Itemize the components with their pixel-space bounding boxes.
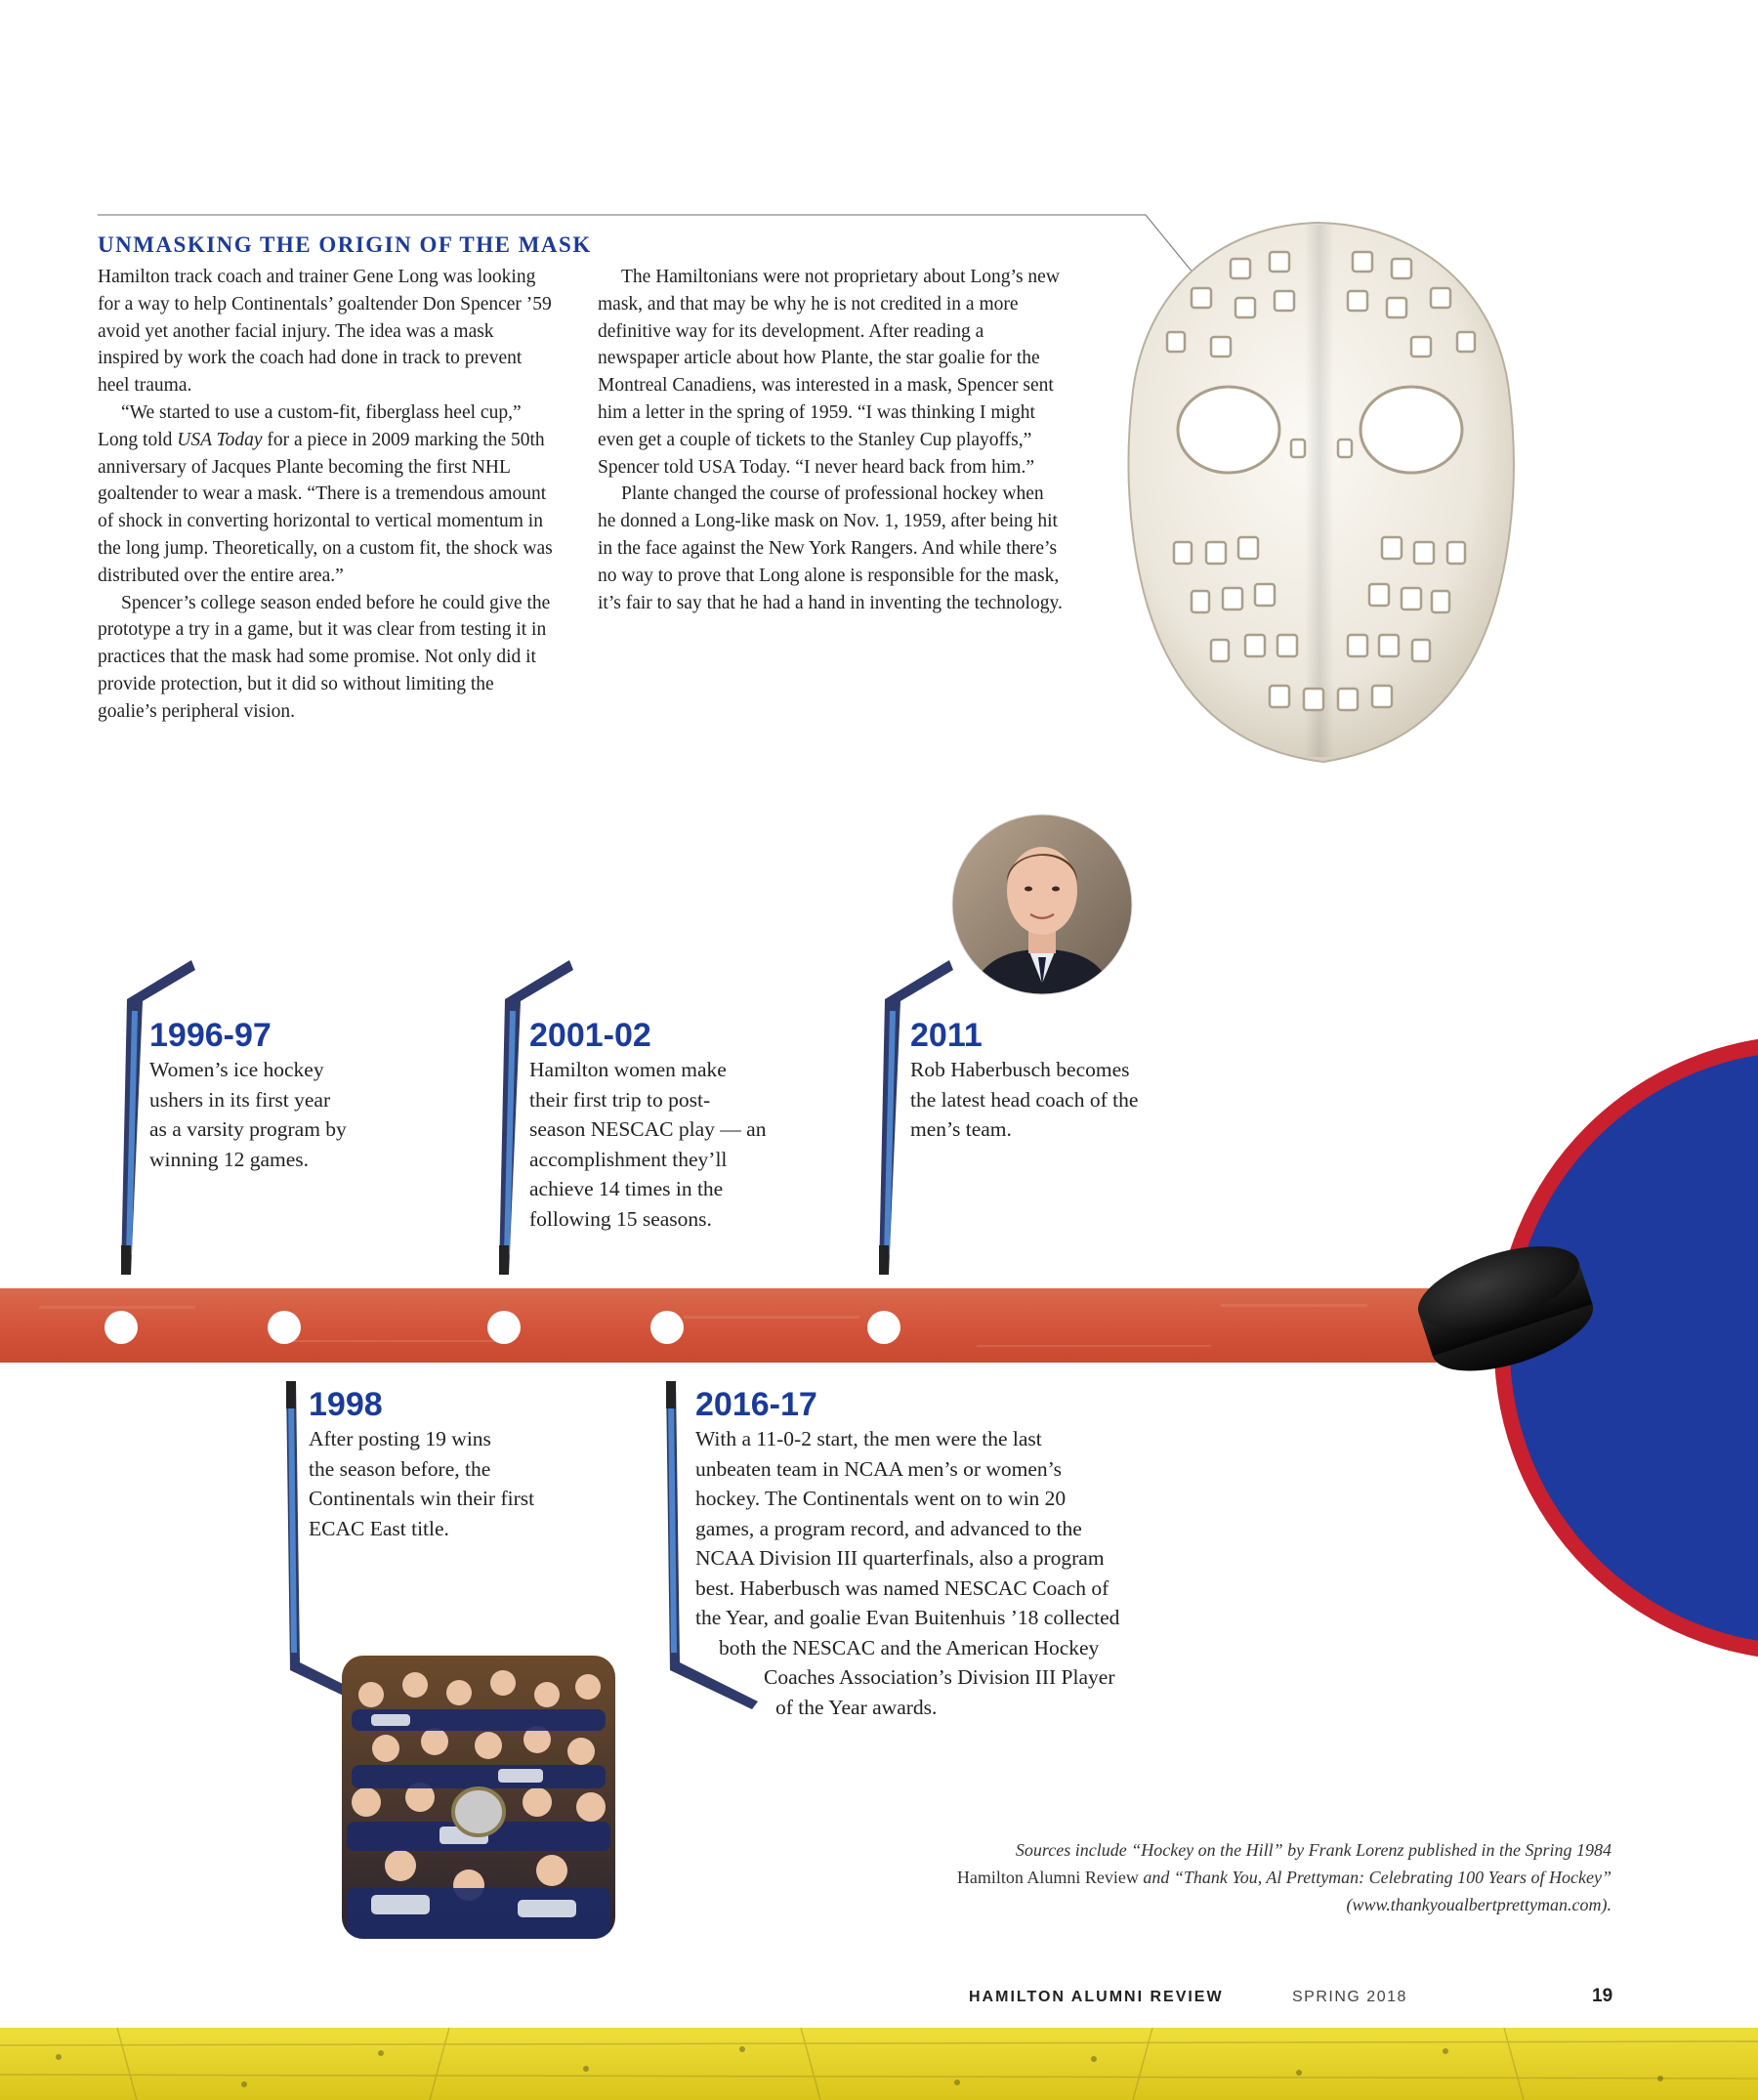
timeline-text: Rob Haberbusch becomes the latest head coach of the men’s team. [910,1058,1139,1141]
article-column-left [98,264,557,726]
timeline-dot [268,1311,301,1344]
timeline-year: 2016-17 [695,1386,817,1423]
timeline-entry [149,1016,442,1174]
timeline-dot [105,1311,138,1344]
sources-note: Sources include “Hockey on the Hill” by Frank Lorenz published in the Spring 1984 Hamilton Alumni Review and “Thank You, Al Prettyman: Celebrating 100 Years of Hockey” (www.thankyoualbertprettyman.com). [956,1840,1612,1914]
timeline-text: Women’s ice hockey ushers in its first year as a varsity program by winning 12 games. [149,1058,347,1171]
paragraph: Spencer’s college season ended before he could give the prototype a try in a game, but it was clear from testing it in practices that the mask had some promise. Not only did it provide protection, but it did so without limiting the goalie’s peripheral vision. [98,592,551,722]
paragraph: The Hamiltonians were not proprietary about Long’s new mask, and that may be why he is not credited in a more definitive way for its development. After reading a newspaper article about how Plante, the star goalie for the Montreal Canadiens, was interested in a mask, Spencer sent him a letter in the spring of 1959. “I was thinking I might even get a couple of tickets to the Stanley Cup playoffs,” Spencer told USA Today. “I never heard back from him.” [598,267,1060,478]
timeline-year: 1998 [309,1386,383,1423]
page-number: 19 [1592,1986,1613,2006]
timeline-text: After posting 19 wins the season before, the Continentals win their first ECAC East title. [309,1427,535,1540]
timeline-entry [910,1016,1233,1145]
coach-portrait [950,813,1134,996]
goalie-mask-icon [1113,205,1533,772]
timeline-text: With a 11-0-2 start, the men were the last unbeaten team in NCAA men’s or women’s hockey. The Continentals went on to win 20 games, a program record, and advanced to the NCAA Division III quarterfinals, also a program best. Haberbusch was named NESCAC Coach of the Year, and goalie Evan Buitenhuis ’18 collected both the NESCAC and the American Hockey Coaches Association’s Division III Player of the Year awards. [695,1427,1120,1719]
paragraph: “We started to use a custom-fit, fiberglass heel cup,” Long told USA Today for a piece in 2009 marking the 50th anniversary of Jacques Plante becoming the first NHL goaltender to wear a mask. “There is a tremendous amount of shock in converting horizontal to vertical momentum in the long jump. Theoretically, on a custom fit, the shock was distributed over the entire area.” [98,401,553,586]
timeline-entry [309,1385,621,1543]
footer-season: SPRING 2018 [1292,1989,1407,2005]
timeline-dot [650,1311,684,1344]
team-celebration-photo [342,1656,615,1939]
section-title: UNMASKING THE ORIGIN OF THE MASK [98,232,592,257]
timeline-entry [529,1016,852,1234]
timeline-year: 2001-02 [529,1017,651,1054]
timeline-entry [695,1385,1203,1722]
article-column-right [598,264,1065,616]
footer-publication: HAMILTON ALUMNI REVIEW [969,1989,1224,2005]
timeline-dot [867,1311,900,1344]
paragraph: Hamilton track coach and trainer Gene Long was looking for a way to help Continentals’ goaltender Don Spencer ’59 avoid yet another facial injury. The idea was a mask inspired by work the coach had done in track to prevent heel trauma. [98,267,552,397]
timeline-dot [487,1311,521,1344]
floor-strip [0,2028,1758,2100]
timeline-year: 1996-97 [149,1017,272,1054]
hockey-puck-icon [1406,1226,1602,1382]
timeline-year: 2011 [910,1017,983,1054]
paragraph: Plante changed the course of professional hockey when he donned a Long-like mask on Nov. 1, 1959, after being hit in the face against the New York Rangers. And while there’s no way to prove that Long alone is responsible for the mask, it’s fair to say that he had a hand in inventing the technology. [598,483,1063,613]
timeline-text: Hamilton women make their first trip to post- season NESCAC play — an accomplishment they’ll achieve 14 times in the following 15 seasons. [529,1058,767,1231]
